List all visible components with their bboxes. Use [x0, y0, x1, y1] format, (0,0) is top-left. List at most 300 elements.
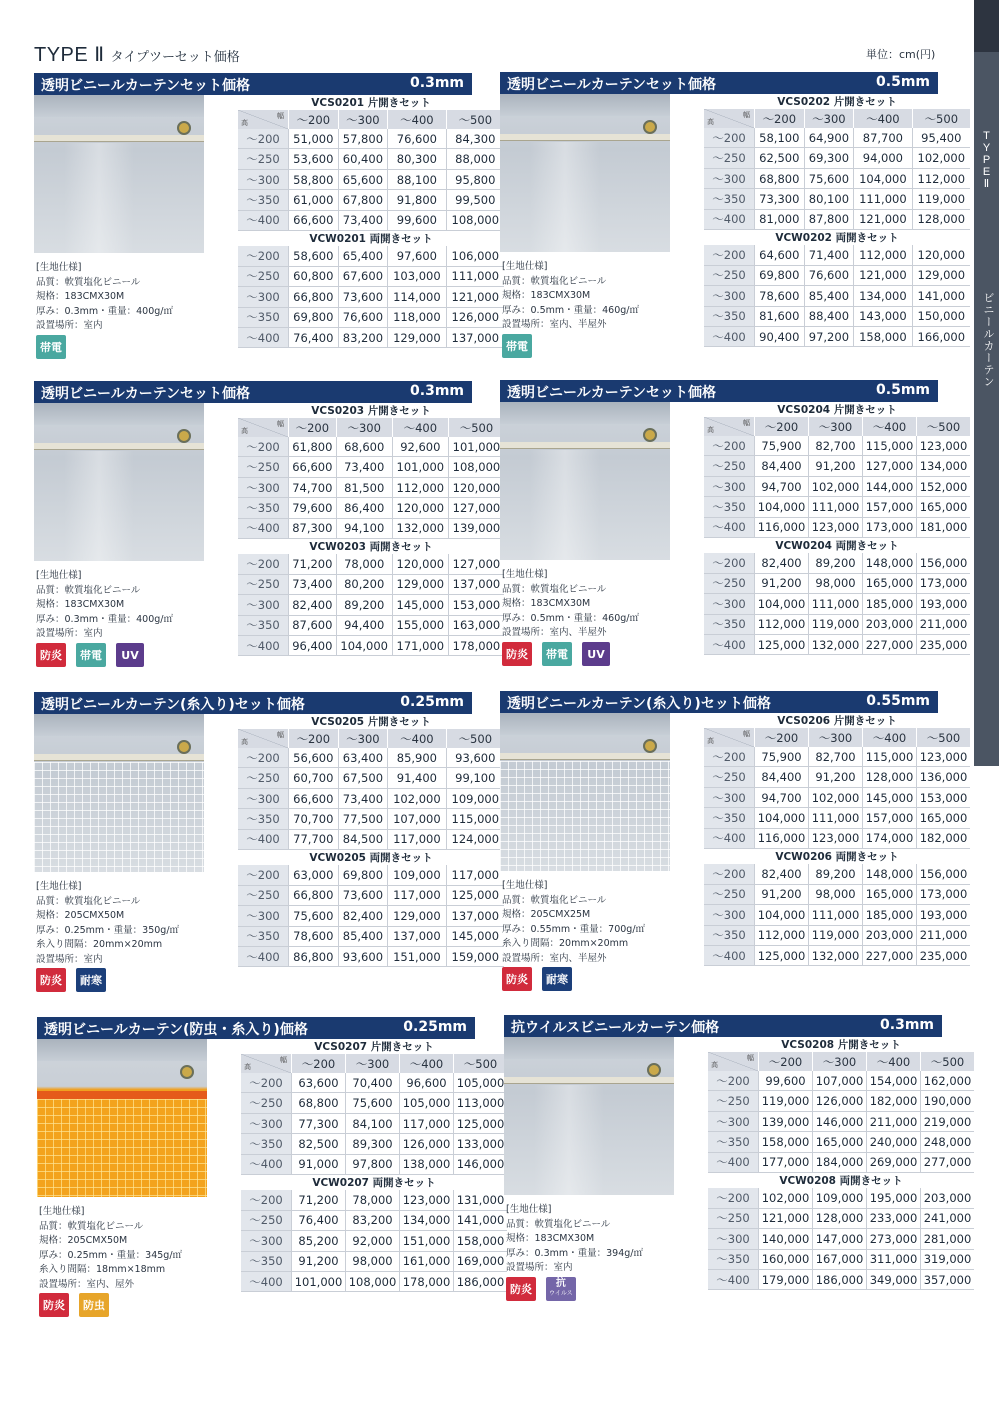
price-cell: 60,400: [338, 149, 388, 169]
table-row: [241, 1134, 507, 1154]
price-cell: 76,400: [288, 328, 338, 348]
panel-title: 透明ビニールカーテン(防虫・糸入り)価格: [44, 1022, 308, 1038]
badge-navy: 耐寒: [542, 967, 572, 991]
price-cell: 86,400: [336, 498, 392, 518]
width-label: 幅: [743, 730, 750, 738]
price-cell: 111,000: [853, 189, 911, 209]
price-cell: 84,500: [338, 830, 388, 850]
table-row: [704, 808, 970, 828]
curtain-rail: [37, 1039, 207, 1061]
price-cell: 84,100: [345, 1114, 399, 1134]
price-cell: 107,000: [812, 1071, 866, 1091]
table-row: [238, 498, 504, 518]
price-cell: 56,600: [288, 748, 338, 768]
price-cell: 146,000: [812, 1112, 866, 1132]
price-cell: 102,000: [912, 148, 970, 168]
width-label: 幅: [743, 419, 750, 427]
price-cell: 319,000: [920, 1250, 974, 1270]
spec-line: 厚み：0.3mm・重量：400g/㎡: [36, 613, 173, 625]
price-cell: 111,000: [808, 594, 862, 614]
spec-line: 設置場所：室内: [36, 628, 103, 639]
price-cell: 73,600: [338, 287, 388, 307]
price-cell: 158,000: [853, 327, 911, 347]
price-cell: 112,000: [853, 245, 911, 265]
price-cell: 84,300: [446, 129, 504, 149]
spec-line: 厚み：0.3mm・重量：400g/㎡: [36, 305, 173, 317]
table-row: [704, 864, 970, 884]
row-header: ～300: [708, 1229, 758, 1249]
price-cell: 126,000: [399, 1134, 453, 1154]
price-cell: 124,000: [446, 830, 504, 850]
curtain-photo: [34, 403, 204, 561]
price-cell: 97,600: [387, 246, 445, 266]
table-row: [708, 1188, 974, 1208]
row-header: ～350: [238, 616, 288, 636]
row-header: ～250: [708, 1209, 758, 1229]
height-label: 高: [244, 1063, 251, 1071]
price-cell: 103,000: [387, 267, 445, 287]
row-header: ～250: [238, 768, 288, 788]
price-cell: 95,800: [446, 170, 504, 190]
price-cell: 108,000: [446, 211, 504, 231]
price-cell: 94,000: [853, 148, 911, 168]
panel-title: 透明ビニールカーテンセット価格: [41, 78, 251, 94]
price-cell: 99,600: [758, 1071, 812, 1091]
price-cell: 89,300: [345, 1134, 399, 1154]
price-table: [238, 403, 504, 656]
curtain-photo: [500, 713, 670, 871]
row-header: ～400: [238, 328, 288, 348]
price-cell: 182,000: [866, 1091, 920, 1111]
price-cell: 120,000: [912, 245, 970, 265]
spec-line: [生地仕様]: [506, 1204, 552, 1215]
spec-line: 厚み：0.5mm・重量：460g/㎡: [502, 304, 639, 316]
column-header: ～500: [912, 109, 970, 128]
spec-line: 規格：205CMX25M: [502, 909, 591, 920]
price-table: [238, 714, 504, 967]
price-panel: [500, 380, 968, 672]
spec-line: 設置場所：室内: [36, 953, 103, 965]
price-cell: 311,000: [866, 1250, 920, 1270]
double-set-section: [238, 539, 504, 554]
price-cell: 162,000: [920, 1071, 974, 1091]
double-set-section: [704, 538, 970, 553]
spec-line: 設置場所：室内、半屋外: [502, 627, 607, 638]
row-header: ～400: [238, 519, 288, 539]
table-row: [708, 1153, 974, 1173]
single-set-code: VCS0204 片開きセット: [704, 402, 970, 417]
side-tab-type-char: E: [982, 166, 991, 178]
table-row: [241, 1190, 507, 1210]
price-cell: 193,000: [916, 905, 970, 925]
single-set-section: [238, 403, 504, 418]
curtain-rail: [500, 402, 670, 424]
table-row: [241, 1252, 507, 1272]
row-header: ～350: [704, 615, 754, 635]
price-cell: 84,400: [754, 456, 808, 476]
price-cell: 121,000: [758, 1209, 812, 1229]
table-row: [238, 129, 504, 149]
price-cell: 349,000: [866, 1270, 920, 1290]
row-header: ～350: [708, 1250, 758, 1270]
price-cell: 248,000: [920, 1132, 974, 1152]
price-cell: 127,000: [448, 554, 504, 574]
price-cell: 160,000: [758, 1250, 812, 1270]
price-cell: 76,600: [338, 308, 388, 328]
spec-line: 糸入り間隔：20mm×20mm: [36, 939, 163, 950]
row-header: ～400: [704, 829, 754, 849]
row-header: ～300: [238, 287, 288, 307]
price-cell: 227,000: [862, 635, 916, 655]
spec-line: 品質：軟質塩化ビニール: [36, 895, 141, 907]
row-header: ～400: [238, 830, 288, 850]
spec-line: 品質：軟質塩化ビニール: [502, 583, 607, 595]
row-header: ～200: [708, 1188, 758, 1208]
price-cell: 190,000: [920, 1091, 974, 1111]
price-cell: 161,000: [399, 1252, 453, 1272]
unit-label: 単位：cm(円): [866, 48, 936, 61]
price-cell: 82,400: [338, 906, 388, 926]
price-cell: 102,000: [758, 1188, 812, 1208]
side-tab-type-char: Y: [982, 142, 991, 154]
price-cell: 88,400: [804, 307, 854, 327]
price-cell: 119,000: [808, 926, 862, 946]
price-cell: 120,000: [392, 554, 448, 574]
price-cell: 134,000: [399, 1211, 453, 1231]
price-cell: 89,200: [336, 595, 392, 615]
price-cell: 71,400: [804, 245, 854, 265]
price-cell: 58,600: [288, 246, 338, 266]
price-cell: 148,000: [862, 864, 916, 884]
price-cell: 91,200: [808, 456, 862, 476]
curtain-hook: [177, 121, 191, 135]
double-set-section: [238, 850, 504, 865]
table-row: [704, 926, 970, 946]
spec-line: 規格：205CMX50M: [36, 910, 125, 921]
price-cell: 143,000: [853, 307, 911, 327]
price-cell: 106,000: [446, 246, 504, 266]
price-cell: 95,400: [912, 128, 970, 148]
table-row: [704, 128, 970, 148]
fabric-spec: [39, 1205, 207, 1292]
column-header: ～400: [866, 1052, 920, 1071]
price-cell: 115,000: [862, 747, 916, 767]
price-cell: 90,400: [754, 327, 804, 347]
table-row: [704, 905, 970, 925]
price-cell: 174,000: [862, 829, 916, 849]
column-header: ～200: [288, 110, 338, 129]
price-cell: 99,100: [446, 768, 504, 788]
table-row: [238, 947, 504, 967]
table-row: [708, 1250, 974, 1270]
price-cell: 139,000: [448, 519, 504, 539]
panel-title: 透明ビニールカーテンセット価格: [507, 77, 717, 93]
single-set-code: VCS0206 片開きセット: [704, 713, 970, 728]
panel-thickness: 0.5mm: [876, 74, 930, 90]
price-cell: 73,400: [338, 789, 388, 809]
single-set-code: VCS0201 片開きセット: [238, 95, 504, 110]
price-cell: 58,100: [754, 128, 804, 148]
price-cell: 151,000: [387, 947, 445, 967]
price-cell: 146,000: [453, 1155, 507, 1175]
price-cell: 80,200: [336, 575, 392, 595]
price-cell: 134,000: [916, 456, 970, 476]
price-cell: 129,000: [387, 906, 445, 926]
column-header: ～400: [399, 1054, 453, 1073]
price-cell: 104,000: [754, 905, 808, 925]
price-cell: 151,000: [399, 1231, 453, 1251]
table-row: [704, 245, 970, 265]
price-cell: 69,300: [804, 148, 854, 168]
column-header: ～300: [808, 417, 862, 436]
row-header: ～400: [704, 210, 754, 230]
column-header: ～400: [387, 110, 445, 129]
price-cell: 82,700: [808, 747, 862, 767]
price-cell: 165,000: [862, 885, 916, 905]
panel-thickness: 0.3mm: [410, 383, 464, 399]
price-cell: 101,000: [392, 457, 448, 477]
price-cell: 66,800: [288, 287, 338, 307]
table-row: [704, 829, 970, 849]
price-cell: 91,200: [754, 885, 808, 905]
price-cell: 235,000: [916, 635, 970, 655]
price-cell: 126,000: [812, 1091, 866, 1111]
badge-purple: UV: [116, 643, 144, 667]
row-header: ～300: [704, 905, 754, 925]
fabric-spec: [502, 568, 670, 641]
price-cell: 132,000: [808, 635, 862, 655]
table-corner: [704, 109, 754, 128]
double-set-section: [708, 1173, 974, 1188]
price-cell: 70,400: [345, 1073, 399, 1093]
price-cell: 70,700: [288, 809, 338, 829]
price-cell: 211,000: [866, 1112, 920, 1132]
price-cell: 75,900: [754, 436, 808, 456]
column-header: ～500: [916, 417, 970, 436]
price-cell: 60,700: [288, 768, 338, 788]
price-cell: 157,000: [862, 808, 916, 828]
row-header: ～350: [704, 926, 754, 946]
price-cell: 241,000: [920, 1209, 974, 1229]
row-header: ～300: [238, 789, 288, 809]
row-header: ～350: [238, 498, 288, 518]
spec-line: 品質：軟質塩化ビニール: [36, 584, 141, 596]
price-cell: 87,700: [853, 128, 911, 148]
spec-line: 糸入り間隔：18mm×18mm: [39, 1264, 166, 1275]
curtain-photo: [500, 94, 670, 252]
spec-line: 厚み：0.5mm・重量：460g/㎡: [502, 612, 639, 624]
table-row: [241, 1093, 507, 1113]
price-cell: 98,000: [808, 885, 862, 905]
curtain-photo: [37, 1039, 207, 1197]
price-cell: 75,600: [345, 1093, 399, 1113]
price-cell: 108,000: [345, 1272, 399, 1292]
price-cell: 158,000: [758, 1132, 812, 1152]
curtain-hook: [177, 429, 191, 443]
table-row: [241, 1231, 507, 1251]
price-cell: 277,000: [920, 1153, 974, 1173]
price-cell: 77,300: [291, 1114, 345, 1134]
price-cell: 115,000: [446, 809, 504, 829]
double-set-section: [704, 849, 970, 864]
price-cell: 107,000: [387, 809, 445, 829]
curtain-sheen: [64, 451, 134, 561]
row-header: ～300: [704, 594, 754, 614]
price-cell: 91,200: [291, 1252, 345, 1272]
row-header: ～400: [704, 635, 754, 655]
badge-red: 防炎: [36, 968, 66, 992]
badge-red: 防炎: [506, 1277, 536, 1301]
price-cell: 60,800: [288, 267, 338, 287]
badge-purple: UV: [582, 642, 610, 666]
column-header: ～200: [288, 729, 338, 748]
price-cell: 84,400: [754, 767, 808, 787]
price-cell: 82,400: [754, 864, 808, 884]
table-row: [238, 519, 504, 539]
price-table: [704, 402, 970, 655]
table-row: [704, 169, 970, 189]
page-title-sub: タイプツーセット価格: [110, 50, 240, 65]
table-row: [238, 190, 504, 210]
table-row: [238, 211, 504, 231]
spec-line: 規格：183CMX30M: [36, 599, 125, 610]
price-cell: 125,000: [754, 635, 808, 655]
price-cell: 82,400: [754, 553, 808, 573]
spec-line: 厚み：0.25mm・重量：350g/㎡: [36, 924, 180, 936]
price-cell: 153,000: [916, 788, 970, 808]
price-cell: 104,000: [754, 808, 808, 828]
feature-badges: [39, 1293, 109, 1317]
price-cell: 53,600: [288, 149, 338, 169]
feature-badges: [502, 967, 572, 991]
price-cell: 178,000: [399, 1272, 453, 1292]
price-cell: 78,000: [345, 1190, 399, 1210]
price-cell: 94,700: [754, 788, 808, 808]
row-header: ～400: [238, 211, 288, 231]
price-cell: 120,000: [392, 498, 448, 518]
price-cell: 94,700: [754, 477, 808, 497]
price-cell: 165,000: [862, 574, 916, 594]
price-cell: 91,400: [387, 768, 445, 788]
double-set-code: VCW0208 両開きセット: [708, 1173, 974, 1188]
badge-subtext: ウイルス: [549, 1290, 573, 1297]
price-cell: 114,000: [387, 287, 445, 307]
price-table: [704, 94, 970, 347]
row-header: ～250: [704, 574, 754, 594]
panel-title: 抗ウイルスビニールカーテン価格: [511, 1020, 720, 1036]
price-panel: [34, 381, 501, 673]
price-cell: 121,000: [446, 287, 504, 307]
row-header: ～250: [238, 267, 288, 287]
table-header-row: [704, 417, 970, 436]
price-cell: 123,000: [808, 518, 862, 538]
price-cell: 145,000: [862, 788, 916, 808]
double-set-code: VCW0202 両開きセット: [704, 230, 970, 245]
side-tab-type-char: P: [982, 154, 991, 166]
table-row: [704, 788, 970, 808]
feature-badges: [36, 643, 144, 667]
price-cell: 66,600: [288, 789, 338, 809]
curtain-hook: [643, 739, 657, 753]
side-tab-type-char: T: [983, 130, 990, 142]
table-row: [704, 436, 970, 456]
spec-line: 品質：軟質塩化ビニール: [36, 276, 141, 288]
price-cell: 171,000: [392, 636, 448, 656]
single-set-section: [704, 402, 970, 417]
price-cell: 111,000: [808, 808, 862, 828]
price-cell: 75,600: [804, 169, 854, 189]
price-cell: 116,000: [754, 518, 808, 538]
curtain-top-bar: [500, 134, 670, 141]
spec-line: 規格：205CMX50M: [39, 1235, 128, 1246]
table-row: [238, 328, 504, 348]
table-corner: [704, 728, 754, 747]
price-table: [708, 1037, 974, 1290]
price-cell: 357,000: [920, 1270, 974, 1290]
curtain-photo: [34, 714, 204, 872]
width-label: 幅: [747, 1054, 754, 1062]
column-header: ～300: [812, 1052, 866, 1071]
badge-antiviral: [546, 1277, 576, 1301]
single-set-section: [704, 713, 970, 728]
price-cell: 211,000: [916, 615, 970, 635]
double-set-code: VCW0201 両開きセット: [238, 231, 504, 246]
width-label: 幅: [277, 731, 284, 739]
table-row: [238, 809, 504, 829]
badge-red: 防炎: [36, 643, 66, 667]
price-cell: 132,000: [392, 519, 448, 539]
table-row: [238, 287, 504, 307]
spec-line: 糸入り間隔：20mm×20mm: [502, 938, 629, 949]
height-label: 高: [241, 119, 248, 127]
column-header: ～200: [754, 728, 808, 747]
table-row: [704, 189, 970, 209]
feature-badges: [36, 968, 106, 992]
price-cell: 83,200: [338, 328, 388, 348]
price-cell: 57,800: [338, 129, 388, 149]
price-cell: 69,800: [338, 865, 388, 885]
price-cell: 227,000: [862, 946, 916, 966]
price-cell: 62,500: [754, 148, 804, 168]
row-header: ～350: [238, 927, 288, 947]
column-header: ～500: [453, 1054, 507, 1073]
price-cell: 68,800: [754, 169, 804, 189]
row-header: ～250: [704, 266, 754, 286]
price-cell: 109,000: [387, 865, 445, 885]
price-cell: 129,000: [392, 575, 448, 595]
price-cell: 127,000: [448, 498, 504, 518]
price-cell: 89,200: [808, 553, 862, 573]
table-row: [704, 148, 970, 168]
column-header: ～200: [291, 1054, 345, 1073]
price-cell: 104,000: [754, 497, 808, 517]
price-cell: 281,000: [920, 1229, 974, 1249]
row-header: ～350: [241, 1252, 291, 1272]
column-header: ～500: [446, 110, 504, 129]
row-header: ～250: [241, 1093, 291, 1113]
table-row: [704, 615, 970, 635]
price-cell: 273,000: [866, 1229, 920, 1249]
price-cell: 173,000: [916, 574, 970, 594]
side-tab-category: ビニールカーテン: [982, 292, 995, 388]
price-cell: 179,000: [758, 1270, 812, 1290]
price-cell: 119,000: [912, 189, 970, 209]
panel-thickness: 0.55mm: [866, 693, 930, 709]
price-cell: 93,600: [338, 947, 388, 967]
row-header: ～350: [238, 809, 288, 829]
row-header: ～400: [708, 1153, 758, 1173]
panel-thickness: 0.3mm: [410, 75, 464, 91]
